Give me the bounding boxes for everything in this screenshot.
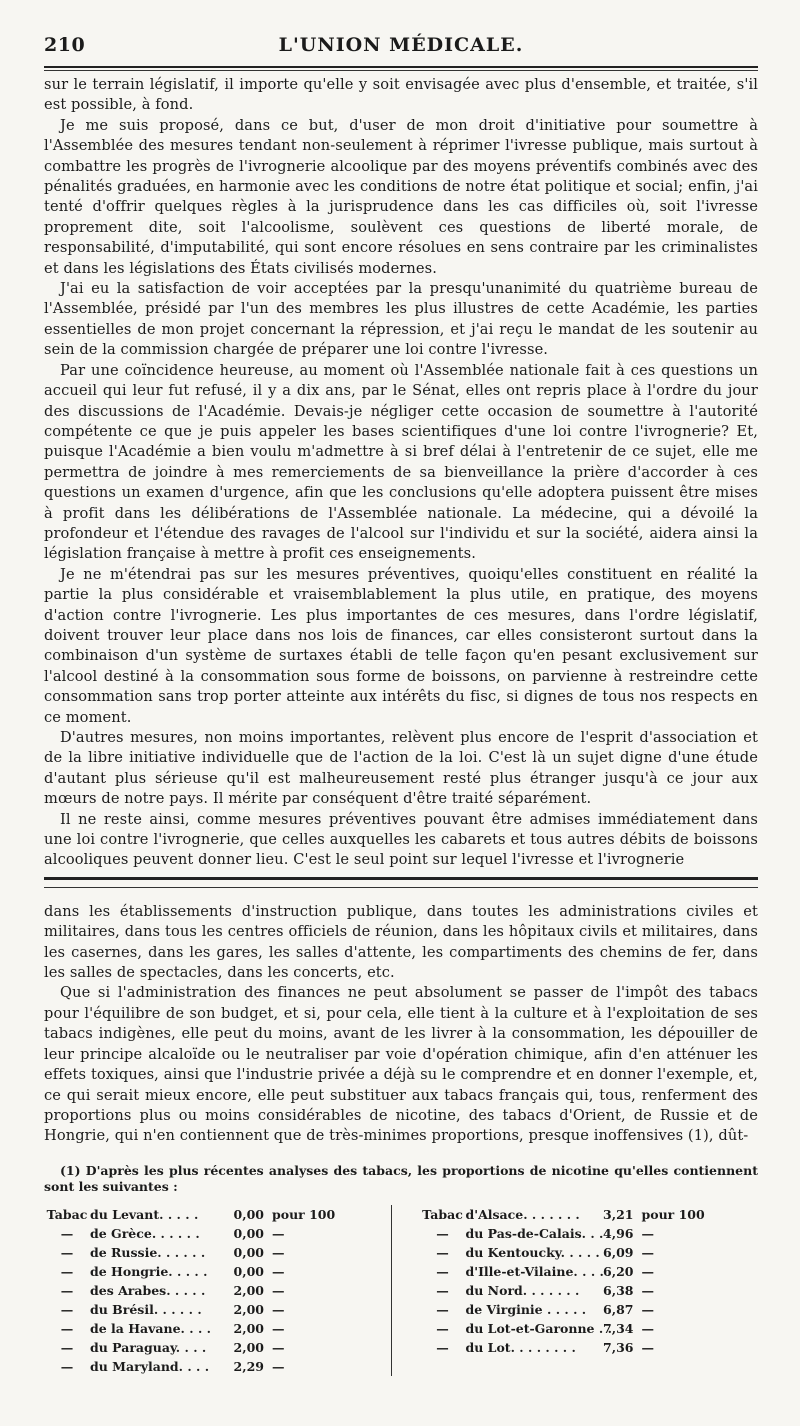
nicotine-value: 6,09 (603, 1244, 634, 1260)
row-prefix: — (436, 1244, 449, 1260)
row-prefix: — (436, 1263, 449, 1279)
paragraph: J'ai eu la satisfaction de voir acceptées par la presqu'unanimité du quatrième bureau de l'Assemblée, présidé par l'un des membres les plus illustres de cette Académie, les parties essentielles de mon projet concernant la répression, et j'ai reçu le mandat de les soutenir au sein de la commission chargée de préparer une loi contre l'ivresse. (44, 280, 758, 359)
row-prefix: — (60, 1320, 74, 1336)
nicotine-value: 7,34 (603, 1320, 634, 1336)
row-prefix: — (436, 1225, 449, 1241)
table-row (420, 1281, 759, 1300)
table-row (44, 1281, 383, 1300)
unit: — (272, 1225, 285, 1241)
row-prefix: — (436, 1282, 449, 1298)
unit: — (272, 1263, 285, 1279)
nicotine-value: 3,21 (603, 1206, 634, 1222)
nicotine-value: 0,00 (233, 1206, 264, 1222)
tobacco-origin: du Paraguay. . . . (90, 1339, 207, 1355)
nicotine-value: 2,00 (233, 1339, 264, 1355)
unit: — (641, 1263, 654, 1279)
nicotine-value: 0,00 (233, 1263, 264, 1279)
row-prefix: — (436, 1301, 449, 1317)
running-title: L'UNION MÉDICALE. (278, 34, 524, 56)
row-prefix: — (60, 1225, 74, 1241)
table-row (420, 1262, 759, 1281)
unit: — (641, 1339, 654, 1355)
paragraph: D'autres mesures, non moins importantes, relèvent plus encore de l'esprit d'association et de la libre initiative individuelle que de l'action de la loi. C'est là un sujet digne d'une étude d'autant plus sérieuse qu'il est malheureusement resté plus étranger jusqu'à ce jour aux mœurs de notre pays. Il mérite par conséquent d'être traité séparément. (44, 729, 758, 808)
page-header (44, 28, 758, 62)
paragraph: sur le terrain législatif, il importe qu'elle y soit envisagée avec plus d'ensemble, et traitée, s'il est possible, à fond. (44, 76, 758, 114)
footnote (44, 1163, 758, 1376)
nicotine-value: 2,00 (233, 1301, 264, 1317)
nicotine-value: 0,00 (233, 1225, 264, 1241)
tobacco-origin: de Russie. . . . . . (90, 1244, 206, 1260)
paragraph: Je me suis proposé, dans ce but, d'user de mon droit d'initiative pour soumettre à l'Assemblée des mesures tendant non-seulement à réprimer l'ivresse publique, mais surtout à combattre les progrès de l'ivrognerie alcoolique par des moyens préventifs combinés avec des pénalités graduées, en harmonie avec les conditions de notre état politique et social; enfin, j'ai tenté d'offrir quelques règles à la jurisprudence dans les cas difficiles où, soit l'ivresse proprement dite, soit l'alcoolisme, soulèvent ces questions de liberté morale, de responsabilité, d'imputabilité, qui sont encore résolues en sens contraire par les criminalistes et dans les législations des États civilisés modernes. (44, 116, 758, 277)
table-row (44, 1205, 383, 1224)
table-row (420, 1243, 759, 1262)
nicotine-value: 6,20 (603, 1263, 634, 1279)
nicotine-value: 0,00 (233, 1244, 264, 1260)
unit: pour 100 (272, 1206, 336, 1222)
page (44, 28, 758, 1376)
unit: — (272, 1301, 285, 1317)
unit: — (641, 1244, 654, 1260)
section-divider (44, 877, 758, 888)
tobacco-origin: de Hongrie. . . . . (90, 1263, 208, 1279)
table-row (44, 1300, 383, 1319)
nicotine-table-left (44, 1205, 392, 1376)
tobacco-origin: du Levant. . . . . (90, 1206, 199, 1222)
table-row (44, 1262, 383, 1281)
tobacco-origin: du Nord. . . . . . . (465, 1282, 580, 1298)
table-row (420, 1205, 759, 1224)
nicotine-value: 4,96 (603, 1225, 634, 1241)
unit: — (272, 1320, 285, 1336)
nicotine-value: 7,36 (603, 1339, 634, 1355)
paragraph: Que si l'administration des finances ne peut absolument se passer de l'impôt des tabacs pour l'équilibre de son budget, et si, pour cela, elle tient à la culture et à l'exploitation de ses tabacs indigènes, elle peut du moins, avant de les livrer à la consommation, les dépouiller de leur principe alcaloïde ou le neutraliser par voie d'opération chimique, afin d'en atténuer les effets toxiques, ainsi que l'industrie privée a déjà su le comprendre et en donner l'exemple, et, ce qui serait mieux encore, elle peut substituer aux tabacs français qui, tous, renferment des proportions plus ou moins considérables de nicotine, des tabacs d'Orient, de Russie et de Hongrie, qui n'en contiennent que de très-minimes proportions, presque inoffensives (1), dût- (44, 984, 758, 1145)
paragraph: dans les établissements d'instruction publique, dans toutes les administrations civiles et militaires, dans tous les centres officiels de réunion, dans les hôpitaux civils et militaires, dans les casernes, dans les gares, les salles d'attente, les compartiments des chemins de fer, dans les salles de spectacles, dans les concerts, etc. (44, 902, 758, 982)
row-prefix: Tabac (422, 1206, 463, 1222)
paragraph: Par une coïncidence heureuse, au moment où l'Assemblée nationale fait à ces questions un accueil qui leur fut refusé, il y a dix ans, par le Sénat, elles ont repris place à l'ordre du jour des discussions de l'Académie. Devais-je négliger cette occasion de soumettre à l'autorité compétente ce que je puis appeler les bases scientifiques d'une loi contre l'ivrognerie? Et, puisque l'Académie a bien voulu m'admettre à si bref délai à l'entretenir de ce sujet, elle me permettra de joindre à mes remerciements de sa bienveillance la prière d'accorder à ces questions un examen d'urgence, afin que les conclusions qu'elle adoptera puissent être mises à profit dans les délibérations de l'Assemblée nationale. La médecine, qui a dévoilé la profondeur et l'étendue des ravages de l'alcool sur l'individu et sur la société, aidera ainsi la législation française à mettre à profit ces enseignements. (44, 361, 758, 563)
table-row (44, 1357, 383, 1376)
paragraph: Il ne reste ainsi, comme mesures préventives pouvant être admises immédiatement dans une loi contre l'ivrognerie, que celles auxquelles les cabarets et tous autres débits de boissons alcooliques peuvent donner lieu. C'est le seul point sur lequel l'ivresse et l'ivrognerie (44, 810, 758, 869)
tobacco-origin: du Pas-de-Calais. . . (465, 1225, 604, 1241)
row-prefix: — (60, 1301, 74, 1317)
tobacco-origin: du Maryland. . . . (90, 1358, 210, 1374)
table-row (420, 1338, 759, 1357)
unit: — (641, 1282, 654, 1298)
continued-text (44, 902, 758, 1147)
tobacco-origin: de Grèce. . . . . . (90, 1225, 200, 1241)
page-number: 210 (44, 34, 86, 56)
tobacco-origin: du Brésil. . . . . . (90, 1301, 202, 1317)
table-row (44, 1319, 383, 1338)
row-prefix: — (60, 1244, 74, 1260)
table-row (44, 1243, 383, 1262)
nicotine-value: 2,00 (233, 1282, 264, 1298)
unit: — (272, 1282, 285, 1298)
row-prefix: — (60, 1339, 74, 1355)
header-rule (44, 66, 758, 68)
tobacco-origin: d'Alsace. . . . . . . (465, 1206, 580, 1222)
row-prefix: — (60, 1263, 74, 1279)
tobacco-origin: du Lot-et-Garonne . . (465, 1320, 612, 1336)
unit: — (641, 1301, 654, 1317)
table-row (44, 1338, 383, 1357)
unit: — (641, 1225, 654, 1241)
unit: — (272, 1339, 285, 1355)
main-text (44, 71, 758, 871)
nicotine-value: 6,38 (603, 1282, 634, 1298)
tobacco-origin: d'Ille-et-Vilaine. . . . (465, 1263, 604, 1279)
unit: — (641, 1320, 654, 1336)
row-prefix: — (60, 1358, 74, 1374)
tobacco-origin: de la Havane. . . . (90, 1320, 212, 1336)
unit: pour 100 (641, 1206, 705, 1222)
nicotine-tables (44, 1205, 758, 1376)
table-row (420, 1300, 759, 1319)
unit: — (272, 1244, 285, 1260)
table-row (420, 1224, 759, 1243)
tobacco-origin: du Kentoucky. . . . . (465, 1244, 600, 1260)
tobacco-origin: de Virginie . . . . . (465, 1301, 587, 1317)
nicotine-value: 2,29 (233, 1358, 264, 1374)
row-prefix: — (60, 1282, 74, 1298)
table-row (44, 1224, 383, 1243)
tobacco-origin: des Arabes. . . . . (90, 1282, 206, 1298)
footnote-text: (1) D'après les plus récentes analyses des tabacs, les proportions de nicotine qu'elles contiennent sont les suivantes : (44, 1162, 758, 1194)
paragraph: Je ne m'étendrai pas sur les mesures préventives, quoiqu'elles constituent en réalité la partie la plus considérable et vraisemblablement la plus utile, en pratique, des moyens d'action contre l'ivrognerie. Les plus importantes de ces mesures, dans l'ordre législatif, doivent trouver leur place dans nos lois de finances, car elles consisteront surtout dans la combinaison d'un système de surtaxes établi de telle façon qu'en pesant exclusivement sur l'alcool destiné à la consommation sous forme de boissons, on parvienne à restreindre cette consommation sans trop porter atteinte aux intérêts du fisc, si dignes de tous nos respects en ce moment. (44, 565, 758, 726)
row-prefix: — (436, 1339, 449, 1355)
nicotine-value: 2,00 (233, 1320, 264, 1336)
nicotine-table-right (392, 1205, 759, 1376)
nicotine-value: 6,87 (603, 1301, 634, 1317)
unit: — (272, 1358, 285, 1374)
row-prefix: Tabac (46, 1206, 88, 1222)
tobacco-origin: du Lot. . . . . . . . (465, 1339, 576, 1355)
row-prefix: — (436, 1320, 449, 1336)
table-row (420, 1319, 759, 1338)
